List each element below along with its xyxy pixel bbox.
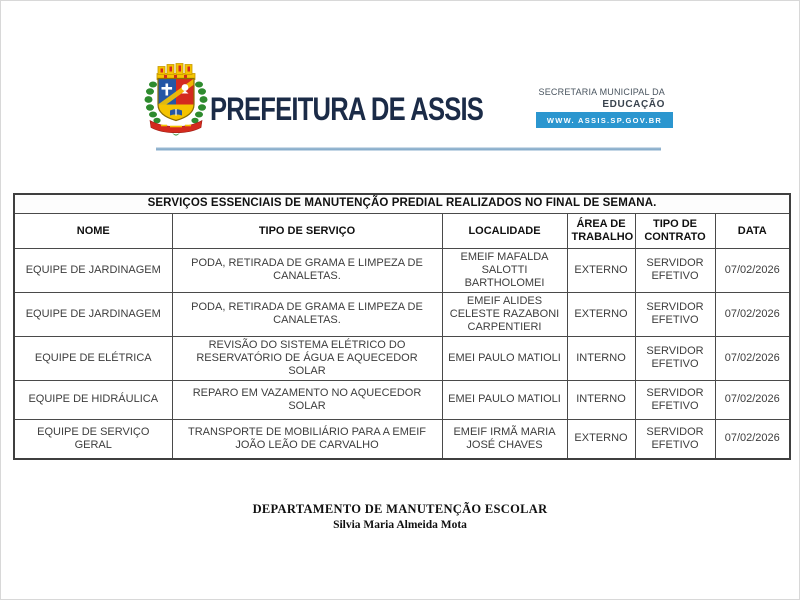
- column-header-area-trabalho: ÁREA DE TRABALHO: [567, 214, 635, 249]
- column-header-tipo-contrato: TIPO DE CONTRATO: [635, 214, 715, 249]
- footer-block: [1, 502, 799, 531]
- table-cell: SERVIDOR EFETIVO: [635, 292, 715, 336]
- table-row: [14, 249, 790, 293]
- table-header-row: [14, 214, 790, 249]
- secretaria-line2: EDUCAÇÃO: [602, 99, 665, 110]
- column-header-tipo-servico: TIPO DE SERVIÇO: [172, 214, 442, 249]
- table-row: [14, 419, 790, 459]
- table-cell: 07/02/2026: [715, 380, 790, 419]
- table-cell: EXTERNO: [567, 419, 635, 459]
- table-cell: PODA, RETIRADA DE GRAMA E LIMPEZA DE CANALETAS.: [172, 292, 442, 336]
- brand-title: PREFEITURA DE ASSIS: [210, 91, 484, 127]
- table-cell: EMEIF MAFALDA SALOTTI BARTHOLOMEI: [442, 249, 567, 293]
- table-cell: EQUIPE DE HIDRÁULICA: [14, 380, 172, 419]
- table-cell: 07/02/2026: [715, 336, 790, 380]
- city-crest-icon: [144, 62, 208, 141]
- signer-name: Silvia Maria Almeida Mota: [333, 519, 467, 531]
- crest-shield: [158, 79, 194, 123]
- table-cell: 07/02/2026: [715, 249, 790, 293]
- table-cell: EMEIF ALIDES CELESTE RAZABONI CARPENTIERI: [442, 292, 567, 336]
- table-title: SERVIÇOS ESSENCIAIS DE MANUTENÇÃO PREDIAL REALIZADOS NO FINAL DE SEMANA.: [14, 194, 790, 214]
- table-cell: EXTERNO: [567, 249, 635, 293]
- header-divider: [156, 147, 661, 151]
- table-cell: 07/02/2026: [715, 292, 790, 336]
- table-title-row: [14, 194, 790, 214]
- table-cell: REVISÃO DO SISTEMA ELÉTRICO DO RESERVATÓRIO DE ÁGUA E AQUECEDOR SOLAR: [172, 336, 442, 380]
- table-cell: 07/02/2026: [715, 419, 790, 459]
- table-row: [14, 380, 790, 419]
- table-row: [14, 336, 790, 380]
- table-cell: INTERNO: [567, 336, 635, 380]
- column-header-data: DATA: [715, 214, 790, 249]
- department-name: DEPARTAMENTO DE MANUTENÇÃO ESCOLAR: [252, 502, 548, 516]
- table-cell: EMEI PAULO MATIOLI: [442, 336, 567, 380]
- table-cell: TRANSPORTE DE MOBILIÁRIO PARA A EMEIF JOÃO LEÃO DE CARVALHO: [172, 419, 442, 459]
- table-cell: EQUIPE DE JARDINAGEM: [14, 249, 172, 293]
- services-table: [13, 193, 791, 460]
- table-cell: EQUIPE DE ELÉTRICA: [14, 336, 172, 380]
- table-cell: INTERNO: [567, 380, 635, 419]
- table-cell: SERVIDOR EFETIVO: [635, 249, 715, 293]
- table-cell: SERVIDOR EFETIVO: [635, 336, 715, 380]
- table-cell: SERVIDOR EFETIVO: [635, 419, 715, 459]
- table-cell: EXTERNO: [567, 292, 635, 336]
- table-cell: REPARO EM VAZAMENTO NO AQUECEDOR SOLAR: [172, 380, 442, 419]
- table-cell: EQUIPE DE JARDINAGEM: [14, 292, 172, 336]
- table-cell: EMEI PAULO MATIOLI: [442, 380, 567, 419]
- table-cell: EMEIF IRMÃ MARIA JOSÉ CHAVES: [442, 419, 567, 459]
- secretaria-line1: SECRETARIA MUNICIPAL DA: [538, 87, 665, 97]
- column-header-nome: NOME: [14, 214, 172, 249]
- table-row: [14, 292, 790, 336]
- website-link[interactable]: WWW. ASSIS.SP.GOV.BR: [536, 112, 673, 128]
- table-cell: SERVIDOR EFETIVO: [635, 380, 715, 419]
- secretaria-block: [539, 87, 665, 110]
- crest-crown: [157, 64, 195, 80]
- table-cell: PODA, RETIRADA DE GRAMA E LIMPEZA DE CANALETAS.: [172, 249, 442, 293]
- table-cell: EQUIPE DE SERVIÇO GERAL: [14, 419, 172, 459]
- column-header-localidade: LOCALIDADE: [442, 214, 567, 249]
